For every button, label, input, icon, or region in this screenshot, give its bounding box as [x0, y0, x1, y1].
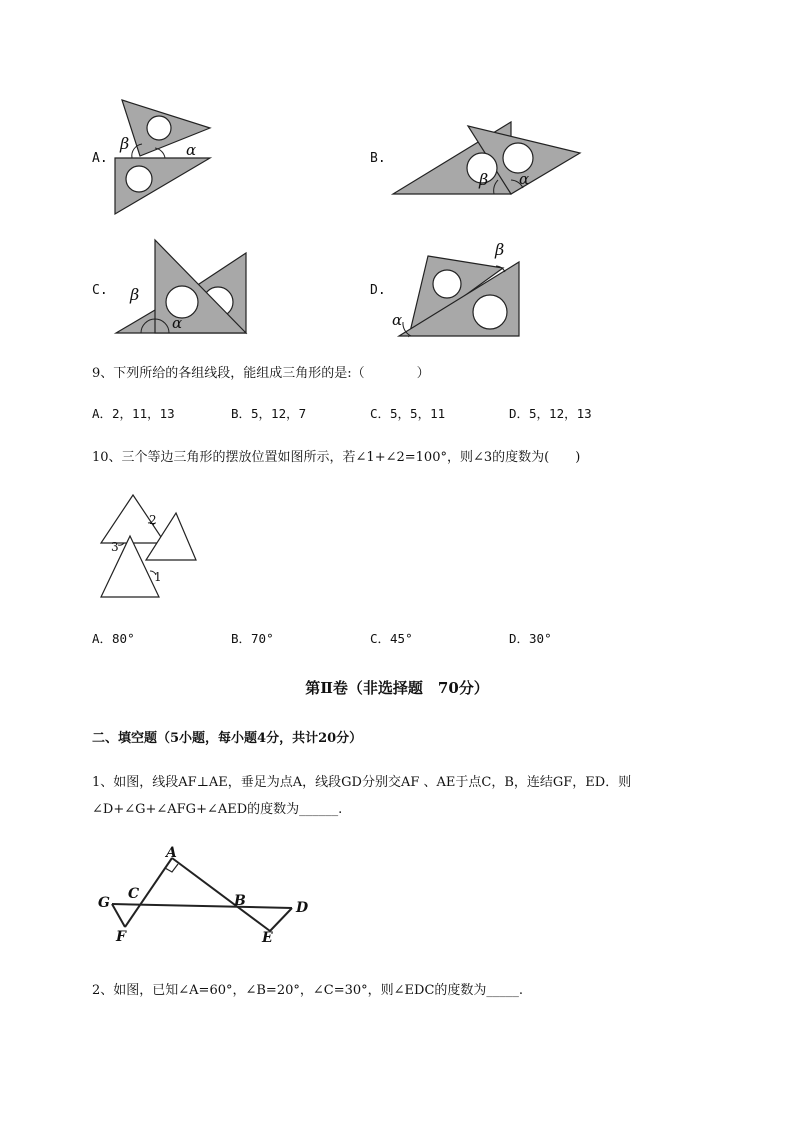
triangle-bottom: [101, 536, 159, 597]
point-f-label: F: [116, 929, 126, 945]
question-9-option-d: D．5，12，13: [509, 406, 592, 421]
point-b-label: B: [234, 893, 246, 909]
option-c-label: C.: [92, 283, 108, 298]
question-9-option-c: C．5，5，11: [370, 406, 446, 421]
set-square-hole: [147, 116, 171, 140]
set-square-hole: [433, 270, 461, 298]
fill-question-1-line-1: 1、如图，线段AF⊥AE，垂足为点A，线段GD分别交AF 、AE于点C，B，连结GF，ED．则: [92, 775, 632, 790]
angle-alpha-label: α: [519, 170, 530, 188]
question-9-stem: 9、下列所给的各组线段，能组成三角形的是:（ ）: [92, 366, 430, 381]
section-title: 二、填空题（5小题，每小题4分，共计20分）: [92, 731, 363, 746]
question-10-stem: 10、三个等边三角形的摆放位置如图所示，若∠1+∠2=100°，则∠3的度数为( ): [92, 450, 581, 465]
point-d-label: D: [296, 900, 309, 916]
question-9-option-b: B．5，12，7: [231, 406, 307, 421]
angle-alpha-label: α: [172, 314, 183, 332]
point-e-label: E: [262, 930, 273, 946]
question-10-option-d: D．30°: [509, 631, 552, 646]
question-9-option-a: A．2，11，13: [92, 406, 175, 421]
set-square-hole: [473, 295, 507, 329]
angle-beta-label: β: [479, 170, 489, 189]
fill-question-1-line-2: ∠D+∠G+∠AFG+∠AED的度数为______.: [92, 802, 343, 817]
point-g-label: G: [98, 895, 110, 911]
set-square-hole: [503, 143, 533, 173]
option-d-figure: [393, 252, 528, 340]
option-a-figure: [110, 96, 220, 221]
option-a-label: A.: [92, 151, 108, 166]
angle-beta-label: β: [120, 134, 130, 153]
angle-beta-label: β: [130, 285, 140, 304]
angle-1-label: 1: [154, 570, 162, 584]
part-2-title: 第Ⅱ卷（非选择题 70分）: [305, 679, 489, 697]
point-c-label: C: [128, 886, 140, 902]
angle-beta-label: β: [495, 240, 505, 259]
angle-alpha-label: α: [186, 141, 197, 159]
fill-question-1-figure: [92, 840, 322, 950]
point-a-label: A: [166, 845, 177, 861]
question-10-option-a: A．80°: [92, 631, 135, 646]
angle-alpha-label: α: [392, 311, 403, 329]
fill-question-2: 2、如图，已知∠A=60°，∠B=20°，∠C=30°，则∠EDC的度数为_____.: [92, 983, 524, 998]
set-square-hole: [126, 166, 152, 192]
question-10-option-c: C．45°: [370, 631, 413, 646]
angle-2-label: 2: [149, 513, 157, 527]
option-d-label: D.: [370, 283, 386, 298]
question-10-option-b: B．70°: [231, 631, 274, 646]
option-b-label: B.: [370, 151, 386, 166]
angle-3-label: 3: [111, 540, 119, 554]
